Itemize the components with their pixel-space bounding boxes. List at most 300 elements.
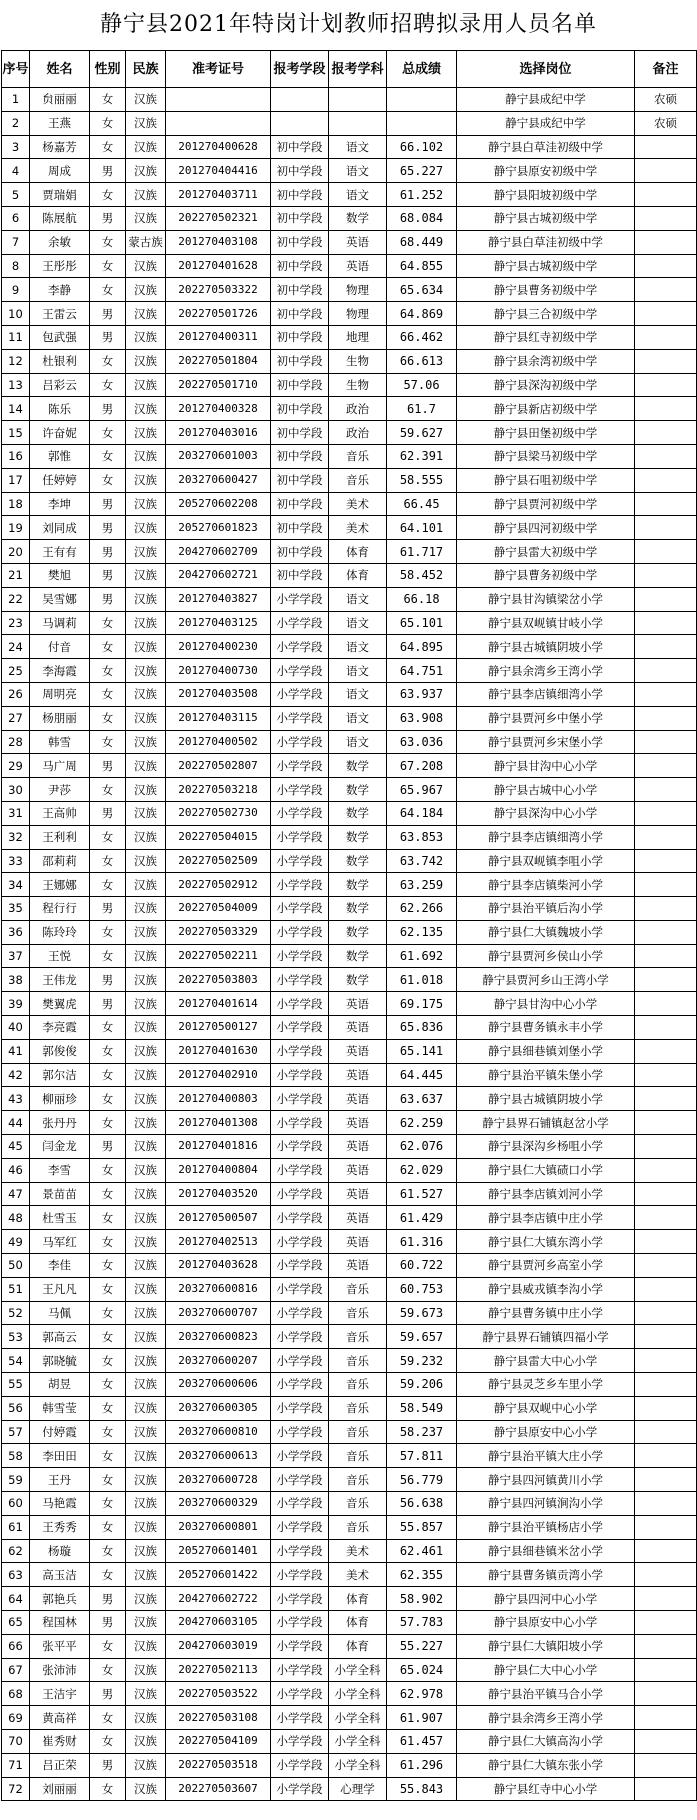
position-cell: 静宁县红寺中心小学 — [457, 1777, 635, 1801]
subject-cell: 英语 — [329, 1039, 387, 1063]
exam-id-cell: 202270502730 — [166, 801, 271, 825]
index-cell: 44 — [2, 1111, 30, 1135]
name-cell: 王伟龙 — [30, 968, 90, 992]
subject-cell: 数学 — [329, 801, 387, 825]
ethnicity-cell: 汉族 — [126, 1729, 166, 1753]
index-cell: 68 — [2, 1682, 30, 1706]
index-cell: 18 — [2, 492, 30, 516]
exam-id-cell: 203270600305 — [166, 1396, 271, 1420]
ethnicity-cell: 汉族 — [126, 540, 166, 564]
gender-cell: 女 — [90, 1039, 126, 1063]
ethnicity-cell: 汉族 — [126, 1515, 166, 1539]
score-cell: 64.895 — [387, 635, 457, 659]
level-cell: 初中学段 — [271, 373, 329, 397]
ethnicity-cell: 汉族 — [126, 278, 166, 302]
position-cell: 静宁县李店镇细湾小学 — [457, 682, 635, 706]
score-cell: 61.457 — [387, 1729, 457, 1753]
ethnicity-cell: 汉族 — [126, 468, 166, 492]
subject-cell: 英语 — [329, 992, 387, 1016]
table-row — [2, 682, 697, 706]
index-cell: 13 — [2, 373, 30, 397]
table-row — [2, 897, 697, 921]
position-cell: 静宁县威戎镇李沟小学 — [457, 1277, 635, 1301]
level-cell: 小学学段 — [271, 873, 329, 897]
level-cell: 初中学段 — [271, 302, 329, 326]
subject-cell: 小学全科 — [329, 1682, 387, 1706]
name-cell: 郭晓毓 — [30, 1349, 90, 1373]
gender-cell: 女 — [90, 825, 126, 849]
exam-id-cell: 203270600816 — [166, 1277, 271, 1301]
index-cell: 46 — [2, 1158, 30, 1182]
gender-cell: 女 — [90, 1254, 126, 1278]
level-cell: 小学学段 — [271, 1658, 329, 1682]
name-cell: 尹莎 — [30, 778, 90, 802]
table-row — [2, 135, 697, 159]
table-row — [2, 1373, 697, 1397]
table-row — [2, 492, 697, 516]
score-cell: 63.937 — [387, 682, 457, 706]
level-cell: 小学学段 — [271, 992, 329, 1016]
subject-cell: 英语 — [329, 1016, 387, 1040]
level-cell: 小学学段 — [271, 897, 329, 921]
remarks-cell — [635, 968, 697, 992]
remarks-cell: 农硕 — [635, 111, 697, 135]
name-cell: 马调莉 — [30, 611, 90, 635]
gender-cell: 男 — [90, 897, 126, 921]
gender-cell: 女 — [90, 373, 126, 397]
position-cell: 静宁县贾河乡侯山小学 — [457, 944, 635, 968]
score-cell: 62.029 — [387, 1158, 457, 1182]
level-cell: 小学学段 — [271, 1729, 329, 1753]
subject-cell: 语文 — [329, 706, 387, 730]
gender-cell: 女 — [90, 1206, 126, 1230]
exam-id-cell: 202270502113 — [166, 1658, 271, 1682]
table-row — [2, 1349, 697, 1373]
remarks-cell — [635, 254, 697, 278]
table-row — [2, 1634, 697, 1658]
subject-cell: 语文 — [329, 135, 387, 159]
subject-cell: 生物 — [329, 373, 387, 397]
level-cell: 小学学段 — [271, 1468, 329, 1492]
exam-id-cell: 202270502807 — [166, 754, 271, 778]
ethnicity-cell: 汉族 — [126, 635, 166, 659]
remarks-cell — [635, 1135, 697, 1159]
exam-id-cell: 201270403520 — [166, 1182, 271, 1206]
index-cell: 57 — [2, 1420, 30, 1444]
table-row — [2, 1492, 697, 1516]
score-cell: 63.036 — [387, 730, 457, 754]
gender-cell: 女 — [90, 254, 126, 278]
gender-cell: 女 — [90, 183, 126, 207]
remarks-cell — [635, 873, 697, 897]
position-cell: 静宁县双岘镇甘岐小学 — [457, 611, 635, 635]
remarks-cell — [635, 1468, 697, 1492]
header-position: 选择岗位 — [457, 51, 635, 88]
table-row — [2, 1254, 697, 1278]
position-cell: 静宁县古城初级中学 — [457, 254, 635, 278]
table-row — [2, 1135, 697, 1159]
gender-cell: 男 — [90, 1135, 126, 1159]
table-row — [2, 754, 697, 778]
ethnicity-cell: 汉族 — [126, 1396, 166, 1420]
remarks-cell — [635, 183, 697, 207]
subject-cell: 英语 — [329, 1135, 387, 1159]
score-cell: 58.237 — [387, 1420, 457, 1444]
ethnicity-cell: 汉族 — [126, 659, 166, 683]
index-cell: 60 — [2, 1492, 30, 1516]
score-cell: 65.836 — [387, 1016, 457, 1040]
level-cell: 小学学段 — [271, 659, 329, 683]
position-cell: 静宁县古城中心小学 — [457, 778, 635, 802]
index-cell: 25 — [2, 659, 30, 683]
level-cell: 小学学段 — [271, 1087, 329, 1111]
remarks-cell — [635, 611, 697, 635]
position-cell: 静宁县成纪中学 — [457, 88, 635, 112]
remarks-cell — [635, 1706, 697, 1730]
name-cell: 程国林 — [30, 1611, 90, 1635]
index-cell: 32 — [2, 825, 30, 849]
gender-cell: 女 — [90, 1396, 126, 1420]
remarks-cell — [635, 349, 697, 373]
score-cell: 63.259 — [387, 873, 457, 897]
table-row — [2, 373, 697, 397]
score-cell: 65.227 — [387, 159, 457, 183]
remarks-cell — [635, 397, 697, 421]
position-cell: 静宁县甘沟中心小学 — [457, 754, 635, 778]
score-cell: 64.184 — [387, 801, 457, 825]
name-cell: 樊翼虎 — [30, 992, 90, 1016]
name-cell: 李海霞 — [30, 659, 90, 683]
subject-cell: 音乐 — [329, 1396, 387, 1420]
subject-cell: 数学 — [329, 897, 387, 921]
header-subject: 报考学科 — [329, 51, 387, 88]
score-cell: 65.634 — [387, 278, 457, 302]
level-cell: 小学学段 — [271, 1777, 329, 1801]
score-cell: 55.227 — [387, 1634, 457, 1658]
score-cell: 59.232 — [387, 1349, 457, 1373]
gender-cell: 男 — [90, 1611, 126, 1635]
subject-cell: 语文 — [329, 659, 387, 683]
remarks-cell — [635, 492, 697, 516]
name-cell: 杨璇 — [30, 1539, 90, 1563]
score-cell: 59.627 — [387, 421, 457, 445]
table-body — [2, 88, 697, 1801]
score-cell: 66.102 — [387, 135, 457, 159]
ethnicity-cell: 汉族 — [126, 302, 166, 326]
level-cell: 小学学段 — [271, 1682, 329, 1706]
remarks-cell — [635, 1087, 697, 1111]
score-cell: 58.549 — [387, 1396, 457, 1420]
index-cell: 3 — [2, 135, 30, 159]
name-cell: 王秀秀 — [30, 1515, 90, 1539]
table-row — [2, 1444, 697, 1468]
index-cell: 71 — [2, 1753, 30, 1777]
exam-id-cell: 201270403827 — [166, 587, 271, 611]
level-cell: 小学学段 — [271, 825, 329, 849]
score-cell: 61.429 — [387, 1206, 457, 1230]
remarks-cell — [635, 325, 697, 349]
remarks-cell: 农硕 — [635, 88, 697, 112]
exam-id-cell: 201270402513 — [166, 1230, 271, 1254]
gender-cell: 女 — [90, 1182, 126, 1206]
remarks-cell — [635, 778, 697, 802]
index-cell: 41 — [2, 1039, 30, 1063]
subject-cell: 音乐 — [329, 1373, 387, 1397]
ethnicity-cell: 汉族 — [126, 1087, 166, 1111]
index-cell: 52 — [2, 1301, 30, 1325]
subject-cell: 政治 — [329, 397, 387, 421]
remarks-cell — [635, 1206, 697, 1230]
exam-id-cell: 203270600427 — [166, 468, 271, 492]
exam-id-cell: 201270400628 — [166, 135, 271, 159]
table-row — [2, 873, 697, 897]
index-cell: 26 — [2, 682, 30, 706]
position-cell: 静宁县仁大镇碛口小学 — [457, 1158, 635, 1182]
position-cell: 静宁县甘沟中心小学 — [457, 992, 635, 1016]
table-row — [2, 1301, 697, 1325]
position-cell: 静宁县仁大中心小学 — [457, 1658, 635, 1682]
index-cell: 20 — [2, 540, 30, 564]
page-title: 静宁县2021年特岗计划教师招聘拟录用人员名单 — [100, 12, 597, 37]
header-name: 姓名 — [30, 51, 90, 88]
exam-id-cell: 202270501726 — [166, 302, 271, 326]
gender-cell: 女 — [90, 1349, 126, 1373]
level-cell: 小学学段 — [271, 801, 329, 825]
position-cell: 静宁县古城镇阴坡小学 — [457, 635, 635, 659]
name-cell: 吕正荣 — [30, 1753, 90, 1777]
name-cell: 崔秀财 — [30, 1729, 90, 1753]
table-header-row — [2, 51, 697, 88]
score-cell: 62.391 — [387, 444, 457, 468]
gender-cell: 男 — [90, 492, 126, 516]
subject-cell: 数学 — [329, 920, 387, 944]
table-row — [2, 206, 697, 230]
table-row — [2, 111, 697, 135]
table-row — [2, 849, 697, 873]
name-cell: 贾瑞娟 — [30, 183, 90, 207]
position-cell: 静宁县余湾乡王湾小学 — [457, 1706, 635, 1730]
remarks-cell — [635, 1444, 697, 1468]
index-cell: 37 — [2, 944, 30, 968]
subject-cell: 语文 — [329, 682, 387, 706]
index-cell: 51 — [2, 1277, 30, 1301]
gender-cell: 男 — [90, 801, 126, 825]
gender-cell: 女 — [90, 1729, 126, 1753]
ethnicity-cell: 汉族 — [126, 1468, 166, 1492]
remarks-cell — [635, 1016, 697, 1040]
position-cell: 静宁县仁大镇魏坡小学 — [457, 920, 635, 944]
exam-id-cell: 202270502509 — [166, 849, 271, 873]
table-row — [2, 540, 697, 564]
subject-cell: 体育 — [329, 540, 387, 564]
subject-cell: 英语 — [329, 254, 387, 278]
ethnicity-cell: 汉族 — [126, 1230, 166, 1254]
gender-cell: 女 — [90, 468, 126, 492]
table-row — [2, 183, 697, 207]
gender-cell: 女 — [90, 278, 126, 302]
score-cell: 60.722 — [387, 1254, 457, 1278]
score-cell: 57.783 — [387, 1611, 457, 1635]
level-cell: 小学学段 — [271, 730, 329, 754]
score-cell: 64.855 — [387, 254, 457, 278]
subject-cell: 生物 — [329, 349, 387, 373]
remarks-cell — [635, 1396, 697, 1420]
subject-cell: 音乐 — [329, 1277, 387, 1301]
table-row — [2, 516, 697, 540]
table-row — [2, 992, 697, 1016]
score-cell: 57.811 — [387, 1444, 457, 1468]
exam-id-cell: 201270403508 — [166, 682, 271, 706]
ethnicity-cell: 汉族 — [126, 920, 166, 944]
ethnicity-cell: 汉族 — [126, 849, 166, 873]
gender-cell: 女 — [90, 1087, 126, 1111]
level-cell: 小学学段 — [271, 1016, 329, 1040]
ethnicity-cell: 汉族 — [126, 373, 166, 397]
subject-cell: 数学 — [329, 825, 387, 849]
ethnicity-cell: 汉族 — [126, 111, 166, 135]
ethnicity-cell: 汉族 — [126, 254, 166, 278]
index-cell: 55 — [2, 1373, 30, 1397]
index-cell: 69 — [2, 1706, 30, 1730]
index-cell: 49 — [2, 1230, 30, 1254]
name-cell: 李静 — [30, 278, 90, 302]
gender-cell: 女 — [90, 1515, 126, 1539]
name-cell: 韩雪莹 — [30, 1396, 90, 1420]
subject-cell: 音乐 — [329, 468, 387, 492]
gender-cell: 女 — [90, 1468, 126, 1492]
name-cell: 王丹 — [30, 1468, 90, 1492]
table-row — [2, 1563, 697, 1587]
remarks-cell — [635, 1158, 697, 1182]
name-cell: 马军红 — [30, 1230, 90, 1254]
subject-cell: 心理学 — [329, 1777, 387, 1801]
subject-cell: 美术 — [329, 492, 387, 516]
index-cell: 72 — [2, 1777, 30, 1801]
gender-cell: 男 — [90, 516, 126, 540]
position-cell: 静宁县曹务初级中学 — [457, 278, 635, 302]
index-cell: 63 — [2, 1563, 30, 1587]
score-cell: 68.449 — [387, 230, 457, 254]
name-cell: 李雪 — [30, 1158, 90, 1182]
remarks-cell — [635, 373, 697, 397]
position-cell: 静宁县四河镇涧沟小学 — [457, 1492, 635, 1516]
score-cell: 65.101 — [387, 611, 457, 635]
remarks-cell — [635, 1063, 697, 1087]
exam-id-cell: 202270503522 — [166, 1682, 271, 1706]
subject-cell: 体育 — [329, 563, 387, 587]
ethnicity-cell: 汉族 — [126, 421, 166, 445]
position-cell: 静宁县古城初级中学 — [457, 206, 635, 230]
score-cell: 69.175 — [387, 992, 457, 1016]
level-cell: 小学学段 — [271, 1254, 329, 1278]
level-cell: 初中学段 — [271, 468, 329, 492]
subject-cell: 体育 — [329, 1634, 387, 1658]
name-cell: 周明亮 — [30, 682, 90, 706]
name-cell: 李田田 — [30, 1444, 90, 1468]
subject-cell — [329, 111, 387, 135]
subject-cell: 小学全科 — [329, 1729, 387, 1753]
ethnicity-cell: 汉族 — [126, 1753, 166, 1777]
level-cell: 小学学段 — [271, 1135, 329, 1159]
remarks-cell — [635, 1254, 697, 1278]
exam-id-cell: 202270503803 — [166, 968, 271, 992]
ethnicity-cell: 汉族 — [126, 1444, 166, 1468]
remarks-cell — [635, 1729, 697, 1753]
score-cell: 62.266 — [387, 897, 457, 921]
position-cell: 静宁县治平镇后沟小学 — [457, 897, 635, 921]
name-cell: 张沛沛 — [30, 1658, 90, 1682]
subject-cell: 英语 — [329, 1087, 387, 1111]
name-cell: 郭俊俊 — [30, 1039, 90, 1063]
header-gender: 性别 — [90, 51, 126, 88]
name-cell: 周成 — [30, 159, 90, 183]
subject-cell: 音乐 — [329, 1515, 387, 1539]
gender-cell: 女 — [90, 421, 126, 445]
name-cell: 杨朋丽 — [30, 706, 90, 730]
gender-cell: 男 — [90, 1682, 126, 1706]
index-cell: 12 — [2, 349, 30, 373]
table-row — [2, 1682, 697, 1706]
index-cell: 64 — [2, 1587, 30, 1611]
gender-cell: 女 — [90, 1063, 126, 1087]
level-cell: 小学学段 — [271, 849, 329, 873]
subject-cell: 语文 — [329, 730, 387, 754]
exam-id-cell: 201270402910 — [166, 1063, 271, 1087]
level-cell: 小学学段 — [271, 1563, 329, 1587]
subject-cell: 地理 — [329, 325, 387, 349]
remarks-cell — [635, 1039, 697, 1063]
exam-id-cell: 204270603105 — [166, 1611, 271, 1635]
header-ethnicity: 民族 — [126, 51, 166, 88]
remarks-cell — [635, 444, 697, 468]
ethnicity-cell: 汉族 — [126, 397, 166, 421]
gender-cell: 男 — [90, 992, 126, 1016]
gender-cell: 女 — [90, 349, 126, 373]
ethnicity-cell: 汉族 — [126, 1682, 166, 1706]
table-row — [2, 1016, 697, 1040]
exam-id-cell: 203270600207 — [166, 1349, 271, 1373]
exam-id-cell: 202270503329 — [166, 920, 271, 944]
subject-cell: 音乐 — [329, 1301, 387, 1325]
exam-id-cell: 204270602709 — [166, 540, 271, 564]
subject-cell: 数学 — [329, 849, 387, 873]
position-cell: 静宁县曹务初级中学 — [457, 563, 635, 587]
exam-id-cell: 202270503518 — [166, 1753, 271, 1777]
score-cell: 61.296 — [387, 1753, 457, 1777]
position-cell: 静宁县双岘中心小学 — [457, 1396, 635, 1420]
score-cell: 61.252 — [387, 183, 457, 207]
subject-cell: 数学 — [329, 778, 387, 802]
table-row — [2, 968, 697, 992]
position-cell: 静宁县原安中心小学 — [457, 1611, 635, 1635]
position-cell: 静宁县余湾初级中学 — [457, 349, 635, 373]
position-cell: 静宁县三合初级中学 — [457, 302, 635, 326]
table-row — [2, 706, 697, 730]
exam-id-cell: 205270601422 — [166, 1563, 271, 1587]
score-cell: 64.101 — [387, 516, 457, 540]
position-cell: 静宁县李店镇中庄小学 — [457, 1206, 635, 1230]
position-cell: 静宁县甘沟镇梁岔小学 — [457, 587, 635, 611]
score-cell: 65.024 — [387, 1658, 457, 1682]
gender-cell: 女 — [90, 111, 126, 135]
exam-id-cell: 203270600707 — [166, 1301, 271, 1325]
remarks-cell — [635, 1587, 697, 1611]
position-cell: 静宁县界石铺镇赵岔小学 — [457, 1111, 635, 1135]
remarks-cell — [635, 682, 697, 706]
score-cell: 59.657 — [387, 1325, 457, 1349]
remarks-cell — [635, 706, 697, 730]
index-cell: 17 — [2, 468, 30, 492]
